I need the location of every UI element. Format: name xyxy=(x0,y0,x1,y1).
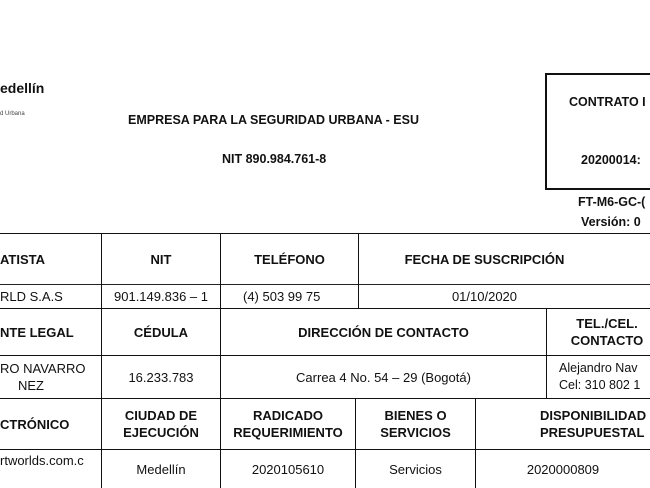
header-bienes-servicios xyxy=(356,399,475,449)
header-telefono: TELÉFONO xyxy=(254,251,325,267)
ciudad-line1: CIUDAD DE xyxy=(124,408,198,423)
ciudad-line2: EJECUCIÓN xyxy=(123,425,199,440)
header-tel-cel-contacto xyxy=(547,309,650,355)
radicado-line2: REQUERIMIENTO xyxy=(233,425,343,440)
form-version: Versión: 0 xyxy=(581,215,641,229)
header-contratista: ATISTA xyxy=(0,251,46,267)
contacto-value xyxy=(547,356,650,398)
company-nit: NIT 890.984.761-8 xyxy=(222,152,327,166)
disponibilidad-value: 2020000809 xyxy=(526,461,600,477)
contract-box xyxy=(545,73,650,190)
contratista-value: RLD S.A.S xyxy=(0,289,63,304)
header-ciudad-ejecucion xyxy=(102,399,220,449)
header-cedula: CÉDULA xyxy=(133,324,189,340)
cedula-value: 16.233.783 xyxy=(128,369,194,385)
header-disponibilidad-presupuestal xyxy=(476,399,650,449)
representante-value xyxy=(0,356,101,398)
header-nit: NIT xyxy=(150,251,172,267)
radicado-line1: RADICADO xyxy=(252,408,324,423)
telefono-value: (4) 503 99 75 xyxy=(243,289,321,304)
header-radicado-requerimiento xyxy=(221,399,355,449)
header-representante-legal: NTE LEGAL xyxy=(0,324,74,340)
bienes-line1: BIENES O xyxy=(384,408,447,423)
disp-line2: PRESUPUESTAL xyxy=(540,425,645,440)
company-name: EMPRESA PARA LA SEGURIDAD URBANA - ESU xyxy=(128,113,419,127)
header-correo-electronico: CTRÓNICO xyxy=(0,416,70,432)
ciudad-value: Medellín xyxy=(136,461,186,477)
contract-title: CONTRATO I xyxy=(569,95,646,109)
direccion-value: Carrea 4 No. 54 – 29 (Bogotá) xyxy=(296,369,471,385)
representante-line1: RO NAVARRO xyxy=(0,361,86,376)
nit-value: 901.149.836 – 1 xyxy=(114,289,208,304)
header-direccion-contacto: DIRECCIÓN DE CONTACTO xyxy=(298,324,469,340)
correo-value: rtworlds.com.c xyxy=(0,453,84,468)
tel-cel-line2: CONTACTO xyxy=(570,333,644,348)
bienes-value: Servicios xyxy=(389,461,442,477)
contacto-cel: Cel: 310 802 1 xyxy=(559,378,641,392)
tel-cel-line1: TEL./CEL. xyxy=(576,316,638,331)
representante-line2: NEZ xyxy=(18,378,44,393)
logo-subtitle: d Urbana xyxy=(0,111,25,117)
logo-name: edellín xyxy=(0,80,45,96)
bienes-line2: SERVICIOS xyxy=(380,425,451,440)
radicado-value: 2020105610 xyxy=(251,461,325,477)
header-fecha-suscripcion: FECHA DE SUSCRIPCIÓN xyxy=(404,251,565,267)
contract-number: 20200014: xyxy=(581,153,641,167)
form-code: FT-M6-GC-( xyxy=(578,195,646,209)
fecha-value: 01/10/2020 xyxy=(451,289,518,304)
contacto-name: Alejandro Nav xyxy=(559,361,638,375)
disp-line1: DISPONIBILIDAD xyxy=(540,408,647,423)
